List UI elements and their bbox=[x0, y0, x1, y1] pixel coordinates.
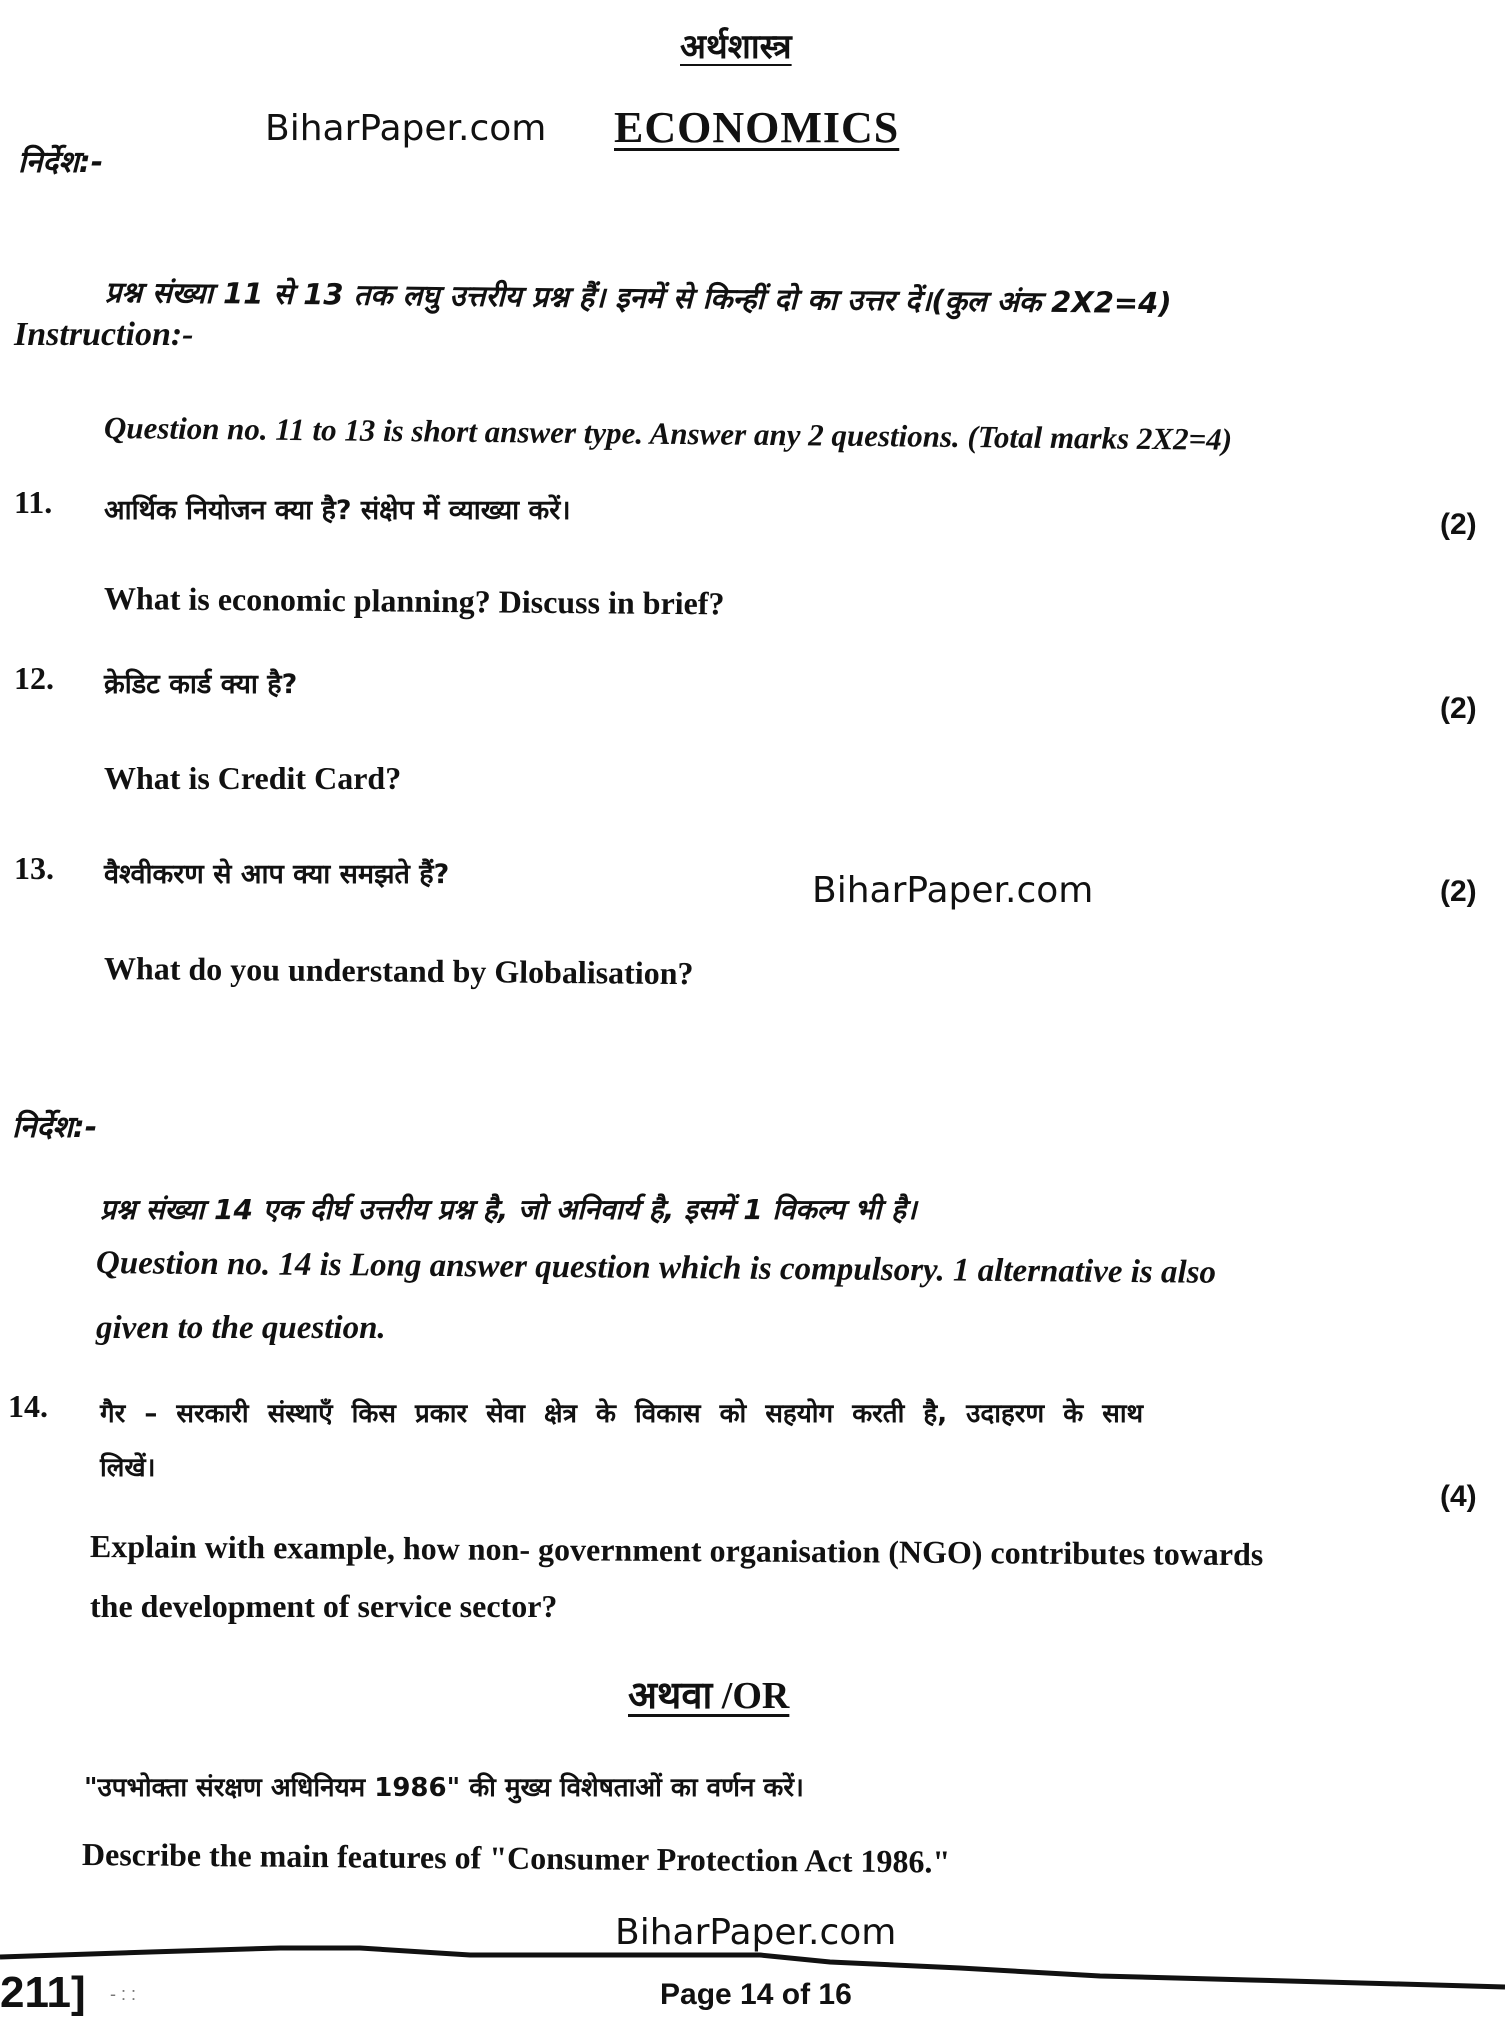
instruction-hindi-2: प्रश्न संख्या 14 एक दीर्घ उत्तरीय प्रश्न है, जो अनिवार्य है, इसमें 1 विकल्प भी है। bbox=[100, 1193, 917, 1226]
directive-label-hindi-2: निर्देश:- bbox=[12, 1110, 98, 1145]
question-hindi: आर्थिक नियोजन क्या है? संक्षेप में व्याख्या करें। bbox=[104, 495, 571, 526]
question-hindi: वैश्वीकरण से आप क्या समझते हैं? bbox=[104, 859, 450, 890]
question-marks: (2) bbox=[1440, 692, 1477, 725]
question-marks: (2) bbox=[1440, 875, 1477, 908]
question-number: 11. bbox=[14, 484, 53, 520]
subject-title-hindi: अर्थशास्त्र bbox=[680, 27, 792, 67]
question-english: What is Credit Card? bbox=[104, 760, 402, 796]
question-number: 13. bbox=[14, 850, 54, 886]
instruction-english: Question no. 11 to 13 is short answer type. Answer any 2 questions. (Total marks 2X2=4) bbox=[103, 410, 1233, 457]
paper-code: 211] bbox=[0, 1968, 86, 2017]
watermark-top: BiharPaper.com bbox=[265, 108, 547, 149]
page-number: Page 14 of 16 bbox=[660, 1978, 852, 2011]
question-number: 12. bbox=[14, 660, 54, 696]
or-divider-label: अथवा /OR bbox=[628, 1675, 790, 1717]
question-hindi-line2: लिखें। bbox=[100, 1453, 156, 1483]
question-marks: (2) bbox=[1440, 508, 1477, 541]
paper-code-suffix: - : : bbox=[110, 1984, 136, 2004]
watermark-bottom: BiharPaper.com bbox=[615, 1912, 897, 1953]
instruction-hindi: प्रश्न संख्या 11 से 13 तक लघु उत्तरीय प्रश्न हैं। इनमें से किन्हीं दो का उत्तर दें।(कुल अंक 2X2=4) bbox=[104, 275, 1172, 321]
question-english-line1: Explain with example, how non- government organisation (NGO) contributes towards bbox=[89, 1528, 1264, 1573]
instruction-english-2-line2: given to the question. bbox=[96, 1310, 386, 1346]
instruction-english-2-line1: Question no. 14 is Long answer question which is compulsory. 1 alternative is also bbox=[95, 1245, 1217, 1291]
subject-title-english: ECONOMICS bbox=[614, 103, 900, 152]
question-hindi: क्रेडिट कार्ड क्या है? bbox=[104, 669, 298, 700]
question-english-line2: the development of service sector? bbox=[90, 1588, 558, 1624]
question-number: 14. bbox=[8, 1388, 48, 1424]
question-marks: (4) bbox=[1440, 1480, 1477, 1513]
question-english: What do you understand by Globalisation? bbox=[103, 950, 694, 992]
alternative-question-english: Describe the main features of "Consumer Protection Act 1986." bbox=[81, 1836, 951, 1880]
instruction-label-english: Instruction:- bbox=[14, 316, 194, 353]
alternative-question-hindi: "उपभोक्ता संरक्षण अधिनियम 1986" की मुख्य विशेषताओं का वर्णन करें। bbox=[84, 1773, 804, 1803]
question-hindi-line1: गैर – सरकारी संस्थाएँ किस प्रकार सेवा क्षेत्र के विकास को सहयोग करती है, उदाहरण के साथ bbox=[100, 1399, 1144, 1429]
watermark-middle: BiharPaper.com bbox=[812, 870, 1094, 911]
directive-label-hindi: निर्देश:- bbox=[18, 145, 104, 180]
question-english: What is economic planning? Discuss in brief? bbox=[103, 580, 725, 622]
